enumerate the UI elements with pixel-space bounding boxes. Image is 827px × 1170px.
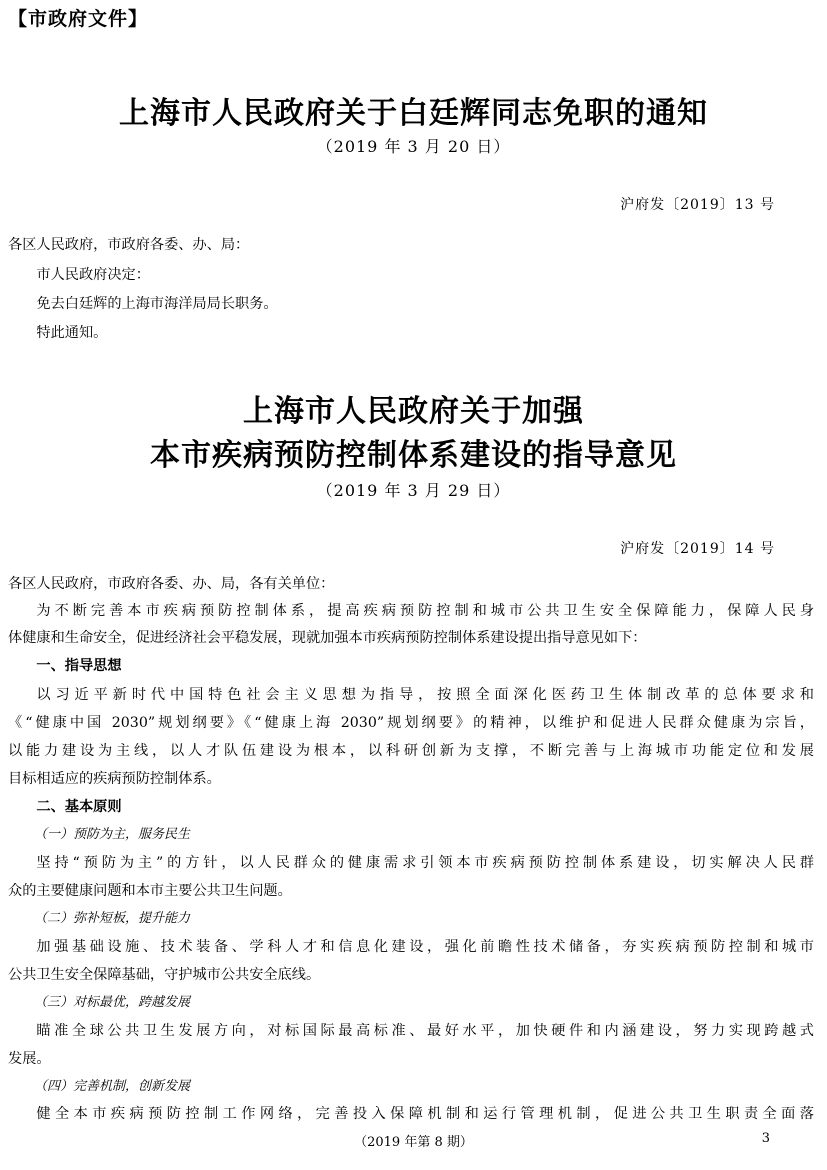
notice2-addressee: 各区人民政府，市政府各委、办、局，各有关单位：: [8, 576, 335, 592]
notice1-doc-number: 沪府发〔2019〕13 号: [620, 197, 775, 213]
section-line: 《“健康中国 2030”规划纲要》《“健康上海 2030”规划纲要》的精神，以维护和促进人民群众健康为宗旨，: [8, 715, 814, 731]
subsection-heading: （三）对标最优，跨越发展: [34, 995, 191, 1010]
notice2-title-line2: 本市疾病预防控制体系建设的指导意见: [150, 438, 677, 473]
notice2-date: （2019 年 3 月 29 日）: [316, 481, 511, 500]
section-line: 坚持“预防为主”的方针，以人民群众的健康需求引领本市疾病预防控制体系建设，切实解决人民群: [36, 855, 814, 871]
section-label: 【市政府文件】: [8, 8, 149, 30]
footer-issue: （2019 年第 8 期）: [354, 1135, 473, 1150]
section-line: 发展。: [8, 1051, 51, 1067]
notice1-addressee: 各区人民政府，市政府各委、办、局：: [8, 237, 250, 253]
intro-line: 为不断完善本市疾病预防控制体系，提高疾病预防控制和城市公共卫生安全保障能力，保障人民身: [36, 603, 814, 619]
notice1-title: 上海市人民政府关于白廷辉同志免职的通知: [119, 96, 708, 131]
section-line: 以能力建设为主线，以人才队伍建设为根本，以科研创新为支撑，不断完善与上海城市功能定位和发展: [8, 743, 814, 759]
section-heading: 二、基本原则: [36, 799, 122, 815]
subsection-heading: （二）弥补短板，提升能力: [34, 911, 191, 926]
notice2-title-line1: 上海市人民政府关于加强: [243, 394, 584, 429]
section-line: 瞄准全球公共卫生发展方向，对标国际最高标准、最好水平，加快硬件和内涵建设，努力实现跨越式: [36, 1023, 814, 1039]
subsection-heading: （一）预防为主，服务民生: [34, 827, 191, 842]
intro-line: 体健康和生命安全，促进经济社会平稳发展，现就加强本市疾病预防控制体系建设提出指导意见如下：: [8, 630, 647, 646]
notice1-paragraph: 免去白廷辉的上海市海洋局局长职务。: [36, 296, 278, 312]
notice1-date: （2019 年 3 月 20 日）: [316, 137, 511, 156]
section-line: 公共卫生安全保障基础，守护城市公共安全底线。: [8, 967, 321, 983]
section-line: 目标相适应的疾病预防控制体系。: [8, 771, 221, 787]
notice1-paragraph: 特此通知。: [36, 325, 108, 341]
notice2-doc-number: 沪府发〔2019〕14 号: [620, 541, 775, 557]
section-line: 加强基础设施、技术装备、学科人才和信息化建设，强化前瞻性技术储备，夯实疾病预防控制和城市: [36, 939, 814, 955]
subsection-heading: （四）完善机制，创新发展: [34, 1079, 191, 1094]
section-heading: 一、指导思想: [36, 658, 122, 674]
page-number: 3: [761, 1131, 770, 1146]
section-line: 健全本市疾病预防控制工作网络，完善投入保障机制和运行管理机制，促进公共卫生职责全面落: [36, 1106, 814, 1122]
section-line: 众的主要健康问题和本市主要公共卫生问题。: [8, 883, 292, 899]
notice1-paragraph: 市人民政府决定：: [36, 267, 150, 283]
section-line: 以习近平新时代中国特色社会主义思想为指导，按照全面深化医药卫生体制改革的总体要求和: [36, 687, 814, 703]
